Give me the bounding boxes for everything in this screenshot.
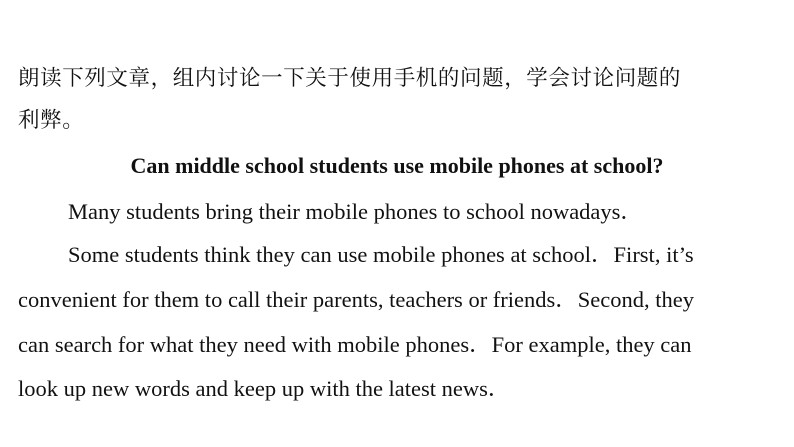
article-paragraph-2-line-4: look up new words and keep up with the latest news．	[18, 376, 511, 401]
article-paragraph-2-line-3: can search for what they need with mobile phones．For example, they can	[18, 332, 692, 357]
article-paragraph-2-line-1: Some students think they can use mobile phones at school．First, it’s	[68, 242, 694, 267]
article-paragraph-1: Many students bring their mobile phones to school nowadays．	[68, 199, 643, 224]
instruction-line-2: 利弊。	[18, 108, 85, 133]
article-paragraph-2-line-2: convenient for them to call their parents, teachers or friends．Second, they	[18, 287, 695, 312]
article-title: Can middle school students use mobile phones at school?	[130, 153, 664, 178]
instruction-line-1: 朗读下列文章，组内讨论一下关于使用手机的问题，学会讨论问题的	[18, 66, 682, 91]
